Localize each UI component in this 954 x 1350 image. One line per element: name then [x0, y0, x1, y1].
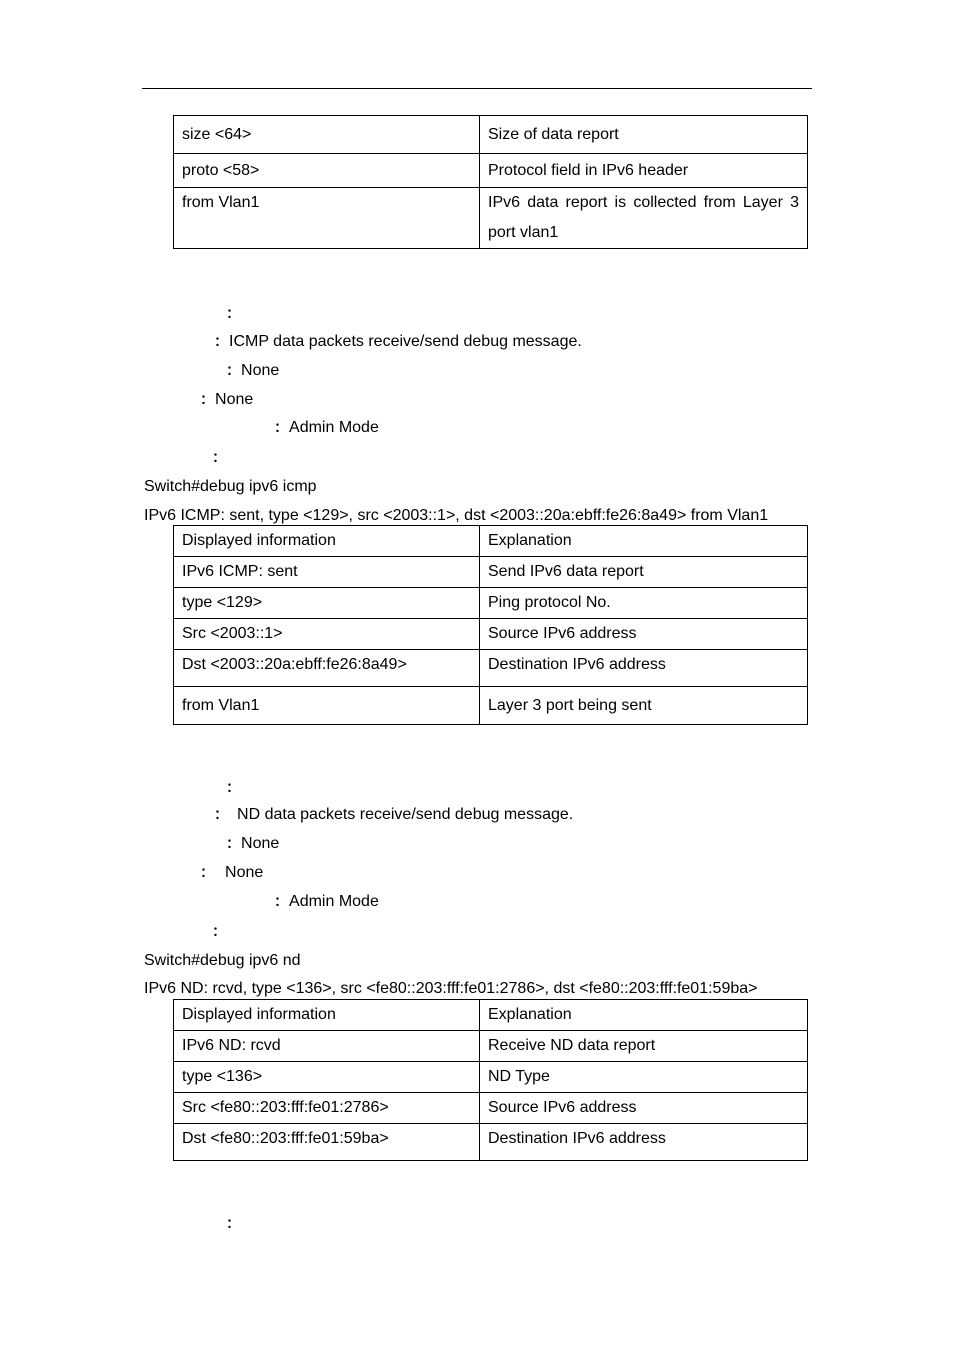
function-line: ： ND data packets receive/send debug message.	[214, 806, 574, 823]
table-row	[174, 650, 808, 687]
header-cell: Displayed information	[174, 526, 480, 557]
default-text: None	[215, 391, 254, 408]
table-row	[174, 687, 808, 725]
params-table	[173, 115, 808, 249]
command-heading-colon: ：	[226, 779, 242, 796]
parameter-line: ：None	[226, 362, 280, 379]
default-text: None	[225, 864, 264, 881]
info-cell: IPv6 ICMP: sent	[174, 557, 480, 588]
command-heading-colon: ：	[226, 305, 242, 322]
table-row	[174, 619, 808, 650]
function-text: ND data packets receive/send debug message.	[237, 806, 574, 823]
info-cell: Src <2003::1>	[174, 619, 480, 650]
expl-cell: Layer 3 port being sent	[480, 687, 808, 725]
mode-line: ：Admin Mode	[274, 419, 379, 436]
info-cell: IPv6 ND: rcvd	[174, 1031, 480, 1062]
table-row	[174, 1093, 808, 1124]
table-row	[174, 1031, 808, 1062]
expl-cell: Destination IPv6 address	[480, 1124, 808, 1161]
table-header-row	[174, 526, 808, 557]
example-colon: ：	[212, 449, 228, 466]
example-command: Switch#debug ipv6 icmp	[144, 478, 317, 495]
param-cell: size <64>	[174, 116, 480, 154]
param-cell: from Vlan1	[174, 188, 480, 249]
example-colon: ：	[212, 923, 228, 940]
table-row	[174, 557, 808, 588]
parameter-line: ：None	[226, 835, 280, 852]
expl-cell: Receive ND data report	[480, 1031, 808, 1062]
table-row	[174, 116, 808, 154]
function-text: ICMP data packets receive/send debug message.	[229, 333, 582, 350]
table-row	[174, 1124, 808, 1161]
expl-cell: Source IPv6 address	[480, 1093, 808, 1124]
info-cell: type <136>	[174, 1062, 480, 1093]
header-cell: Explanation	[480, 1000, 808, 1031]
header-rule	[142, 88, 812, 89]
parameter-text: None	[241, 362, 280, 379]
info-cell: type <129>	[174, 588, 480, 619]
mode-line: ：Admin Mode	[274, 893, 379, 910]
expl-cell: Destination IPv6 address	[480, 650, 808, 687]
parameter-text: None	[241, 835, 280, 852]
icmp-table	[173, 525, 808, 725]
table-row	[174, 588, 808, 619]
example-output: IPv6 ICMP: sent, type <129>, src <2003::1>, dst <2003::20a:ebff:fe26:8a49> from Vlan1	[144, 507, 769, 524]
param-cell: proto <58>	[174, 154, 480, 188]
info-cell: Dst <fe80::203:fff:fe01:59ba>	[174, 1124, 480, 1161]
desc-cell: Size of data report	[480, 116, 808, 154]
table-row	[174, 1062, 808, 1093]
header-cell: Displayed information	[174, 1000, 480, 1031]
function-line: ：ICMP data packets receive/send debug message.	[214, 333, 582, 350]
table-header-row	[174, 1000, 808, 1031]
example-output: IPv6 ND: rcvd, type <136>, src <fe80::203:fff:fe01:2786>, dst <fe80::203:fff:fe01:59ba>	[144, 980, 758, 997]
info-cell: Dst <2003::20a:ebff:fe26:8a49>	[174, 650, 480, 687]
mode-text: Admin Mode	[289, 893, 379, 910]
header-cell: Explanation	[480, 526, 808, 557]
desc-cell: IPv6 data report is collected from Layer 3 port vlan1	[480, 188, 808, 249]
expl-cell: Source IPv6 address	[480, 619, 808, 650]
expl-cell: Send IPv6 data report	[480, 557, 808, 588]
info-cell: Src <fe80::203:fff:fe01:2786>	[174, 1093, 480, 1124]
expl-cell: Ping protocol No.	[480, 588, 808, 619]
default-line: ：None	[200, 391, 254, 408]
table-row	[174, 188, 808, 249]
example-command: Switch#debug ipv6 nd	[144, 952, 301, 969]
table-row	[174, 154, 808, 188]
expl-cell: ND Type	[480, 1062, 808, 1093]
info-cell: from Vlan1	[174, 687, 480, 725]
next-command-colon: ：	[226, 1215, 242, 1232]
nd-table	[173, 999, 808, 1161]
desc-cell: Protocol field in IPv6 header	[480, 154, 808, 188]
default-line: ： None	[200, 864, 264, 881]
mode-text: Admin Mode	[289, 419, 379, 436]
